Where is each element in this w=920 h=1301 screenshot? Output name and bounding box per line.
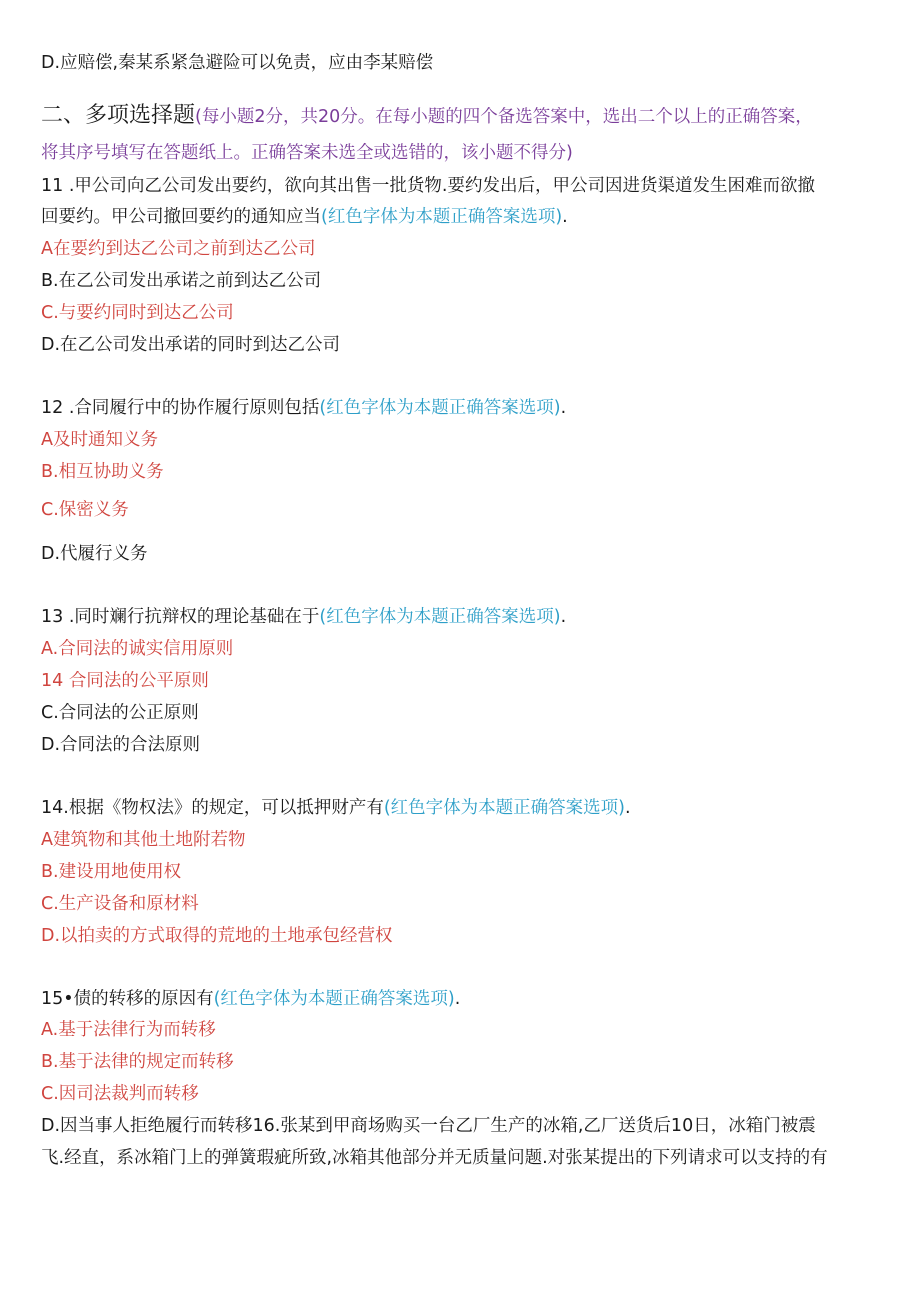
answer-hint: (红色字体为本题正确答案选项) (319, 607, 561, 627)
option-a: A在要约到达乙公司之前到达乙公司 (41, 239, 316, 259)
option-c: C.保密义务 (41, 500, 129, 520)
option-b: B.建设用地使用权 (41, 862, 182, 882)
question-stem: 11 .甲公司向乙公司发出要约，欲向其出售一批货物.要约发出后，甲公司因进货渠道发生困难而欲撤 (41, 176, 815, 196)
option-d: D.在乙公司发出承诺的同时到达乙公司 (41, 335, 341, 355)
prev-option-d: D.应赔偿,秦某系紧急避险可以免责，应由李某赔偿 (41, 53, 434, 73)
option-b: B.在乙公司发出承诺之前到达乙公司 (41, 271, 322, 291)
option-a: A建筑物和其他土地附若物 (41, 830, 246, 850)
option-c: C.合同法的公正原则 (41, 703, 199, 723)
section-heading (41, 104, 813, 129)
option-d: D.合同法的合法原则 (41, 735, 201, 755)
option-a: A.基于法律行为而转移 (41, 1020, 216, 1040)
section-title: 二、多项选择题 (41, 103, 196, 128)
option-a: A.合同法的诚实信用原则 (41, 639, 234, 659)
answer-hint: (红色字体为本题正确答案选项) (319, 398, 561, 418)
question-stem: 回要约。甲公司撤回要约的通知应当(红色字体为本题正确答案选项). (41, 207, 568, 227)
option-c: C.生产设备和原材料 (41, 894, 199, 914)
option-d: D.以拍卖的方式取得的荒地的土地承包经营权 (41, 926, 393, 946)
answer-hint: (红色字体为本题正确答案选项) (383, 798, 625, 818)
option-b: B.相互协助义务 (41, 462, 164, 482)
option-c: C.因司法裁判而转移 (41, 1084, 199, 1104)
answer-hint: (红色字体为本题正确答案选项) (213, 989, 455, 1009)
section-note-line2: 将其序号填写在答题纸上。正确答案未选全或选错的，该小题不得分) (41, 143, 573, 163)
option-b: 14 合同法的公平原则 (41, 671, 209, 691)
option-a: A及时通知义务 (41, 430, 158, 450)
option-d: D.代履行义务 (41, 544, 148, 564)
option-b: B.基于法律的规定而转移 (41, 1052, 234, 1072)
question-stem: 12 .合同履行中的协作履行原则包括(红色字体为本题正确答案选项). (41, 398, 567, 418)
question-stem: 15•债的转移的原因有(红色字体为本题正确答案选项). (41, 989, 461, 1009)
answer-hint: (红色字体为本题正确答案选项) (321, 207, 563, 227)
question-stem: 13 .同时斓行抗辩权的理论基础在于(红色字体为本题正确答案选项). (41, 607, 567, 627)
question-16-stem: 飞.经直，系冰箱门上的弹簧瑕疵所致,冰箱其他部分并无质量问题.对张某提出的下列请求可以支持的有 (41, 1148, 828, 1168)
option-c: C.与要约同时到达乙公司 (41, 303, 234, 323)
question-stem: 14.根据《物权法》的规定，可以抵押财产有(红色字体为本题正确答案选项). (41, 798, 631, 818)
section-note-line1: (每小题2分，共20分。在每小题的四个备选答案中，选出二个以上的正确答案， (195, 107, 813, 127)
option-d-and-question-16-stem: D.因当事人拒绝履行而转移16.张某到甲商场购买一台乙厂生产的冰箱,乙厂送货后10日，冰箱门被震 (41, 1116, 816, 1136)
